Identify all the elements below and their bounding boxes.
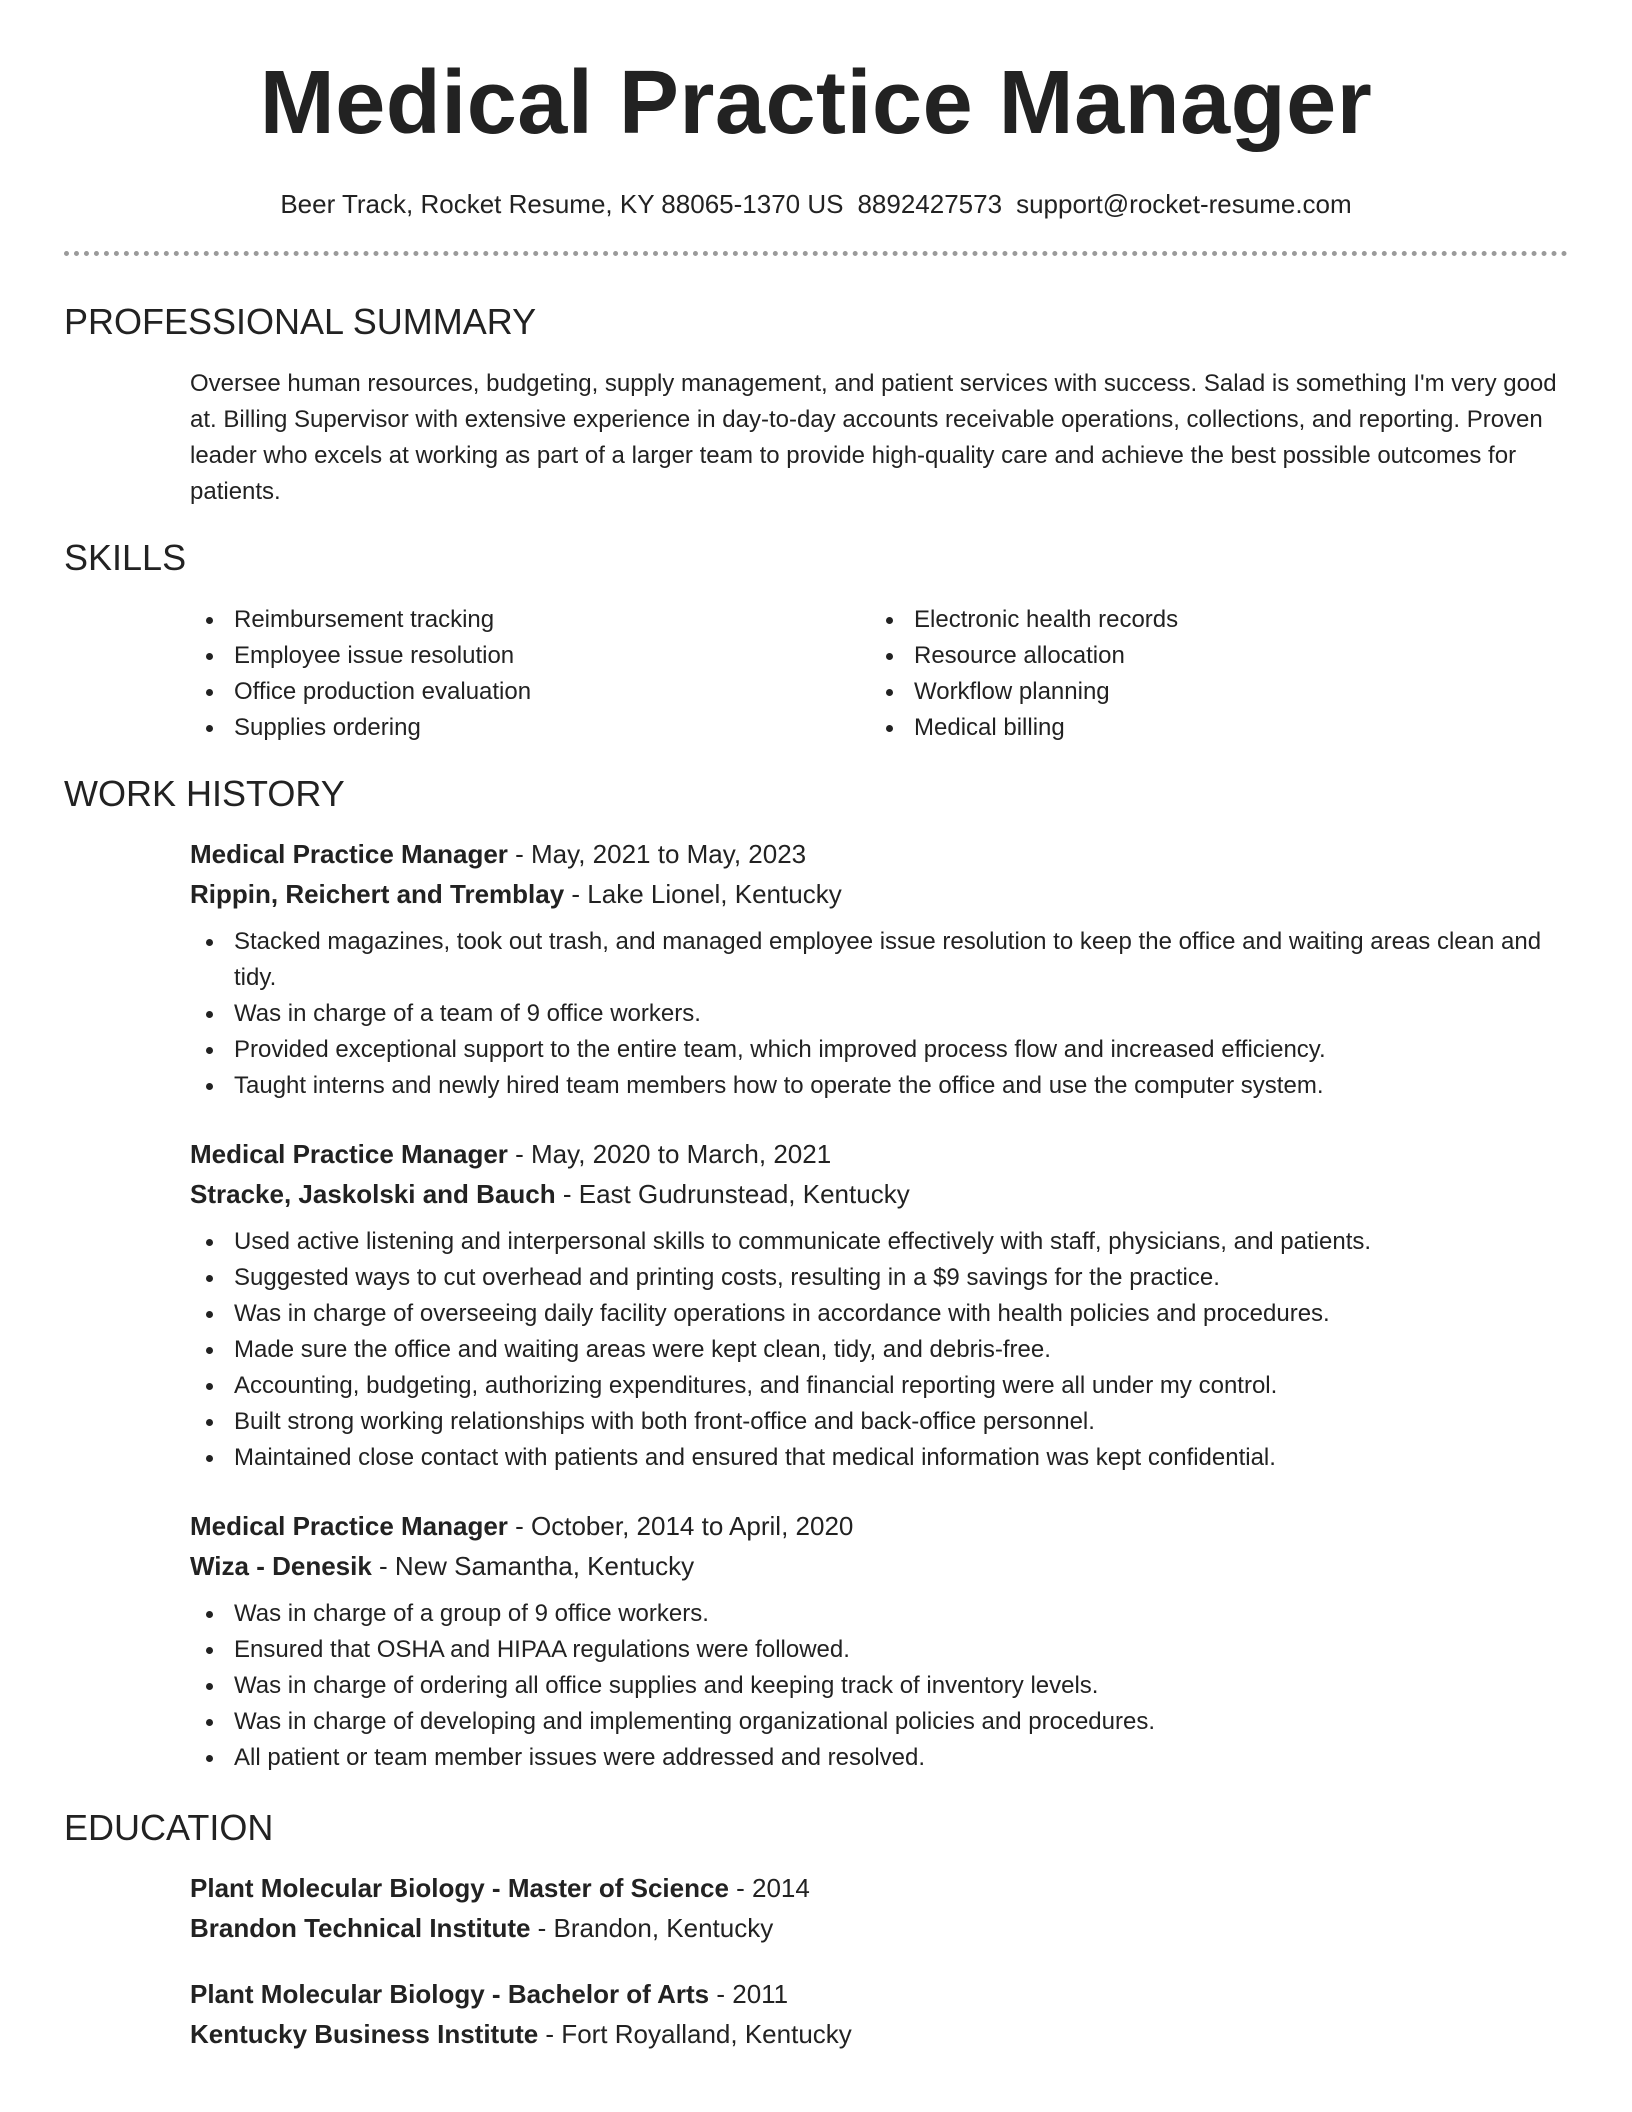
job-dates: - May, 2021 to May, 2023 bbox=[507, 839, 807, 869]
phone: 8892427573 bbox=[857, 189, 1003, 219]
job-bullet: Used active listening and interpersonal skills to communicate effectively with staff, physicians, and patients. bbox=[190, 1224, 1568, 1260]
job-title-line bbox=[190, 1134, 1568, 1174]
employer-line bbox=[190, 1174, 1568, 1214]
school-location: - Brandon, Kentucky bbox=[530, 1913, 774, 1943]
job-title-line bbox=[190, 834, 1568, 874]
job-bullet: Made sure the office and waiting areas were kept clean, tidy, and debris-free. bbox=[190, 1332, 1568, 1368]
email: support@rocket-resume.com bbox=[1016, 189, 1352, 219]
skill-item: Resource allocation bbox=[870, 638, 1550, 674]
job-bullet: Was in charge of ordering all office supplies and keeping track of inventory levels. bbox=[190, 1668, 1568, 1704]
education-section bbox=[64, 1868, 1568, 2054]
school-line bbox=[190, 2014, 1568, 2054]
job-bullet: Maintained close contact with patients and ensured that medical information was kept confidential. bbox=[190, 1440, 1568, 1476]
job-bullet: Was in charge of overseeing daily facility operations in accordance with health policies and procedures. bbox=[190, 1296, 1568, 1332]
job-role: Medical Practice Manager bbox=[190, 1139, 508, 1169]
employer-name: Wiza - Denesik bbox=[190, 1551, 372, 1581]
job-bullet: Suggested ways to cut overhead and printing costs, resulting in a $9 savings for the practice. bbox=[190, 1260, 1568, 1296]
job-bullet: Was in charge of a team of 9 office workers. bbox=[190, 996, 1568, 1032]
skill-item: Medical billing bbox=[870, 710, 1550, 746]
job-role: Medical Practice Manager bbox=[190, 1511, 508, 1541]
job-bullet: Was in charge of developing and implementing organizational policies and procedures. bbox=[190, 1704, 1568, 1740]
job-bullets bbox=[190, 1596, 1568, 1776]
job-bullet: Ensured that OSHA and HIPAA regulations were followed. bbox=[190, 1632, 1568, 1668]
employer-line bbox=[190, 1546, 1568, 1586]
job-dates: - October, 2014 to April, 2020 bbox=[507, 1511, 854, 1541]
job-bullet: Stacked magazines, took out trash, and managed employee issue resolution to keep the office and waiting areas clean and tidy. bbox=[190, 924, 1568, 996]
employer-name: Stracke, Jaskolski and Bauch bbox=[190, 1179, 556, 1209]
summary-section bbox=[64, 366, 1568, 510]
skills-list-right bbox=[870, 602, 1550, 746]
job-entry bbox=[190, 1134, 1568, 1476]
graduation-year: - 2014 bbox=[728, 1873, 810, 1903]
job-bullet: All patient or team member issues were addressed and resolved. bbox=[190, 1740, 1568, 1776]
job-bullet: Built strong working relationships with both front-office and back-office personnel. bbox=[190, 1404, 1568, 1440]
job-bullets bbox=[190, 1224, 1568, 1476]
skill-item: Electronic health records bbox=[870, 602, 1550, 638]
degree: Plant Molecular Biology - Master of Science bbox=[190, 1873, 729, 1903]
education-entry bbox=[190, 1974, 1568, 2054]
employer-name: Rippin, Reichert and Tremblay bbox=[190, 879, 565, 909]
skills-section bbox=[64, 602, 1568, 746]
skill-item: Supplies ordering bbox=[190, 710, 870, 746]
degree-line bbox=[190, 1974, 1568, 2014]
employer-location: - East Gudrunstead, Kentucky bbox=[555, 1179, 910, 1209]
job-bullet: Accounting, budgeting, authorizing expenditures, and financial reporting were all under my control. bbox=[190, 1368, 1568, 1404]
address: Beer Track, Rocket Resume, KY 88065-1370 US bbox=[280, 189, 844, 219]
degree-line bbox=[190, 1868, 1568, 1908]
employer-location: - Lake Lionel, Kentucky bbox=[564, 879, 842, 909]
contact-info bbox=[64, 188, 1568, 220]
education-heading: EDUCATION bbox=[64, 1807, 274, 1848]
employer-location: - New Samantha, Kentucky bbox=[371, 1551, 695, 1581]
school-line bbox=[190, 1908, 1568, 1948]
job-bullet: Taught interns and newly hired team members how to operate the office and use the computer system. bbox=[190, 1068, 1568, 1104]
degree: Plant Molecular Biology - Bachelor of Arts bbox=[190, 1979, 710, 2009]
skills-list-left bbox=[190, 602, 870, 746]
school-name: Kentucky Business Institute bbox=[190, 2019, 539, 2049]
job-entry bbox=[190, 834, 1568, 1104]
summary-heading: PROFESSIONAL SUMMARY bbox=[64, 301, 537, 342]
candidate-name: Medical Practice Manager bbox=[259, 53, 1373, 153]
job-bullet: Was in charge of a group of 9 office workers. bbox=[190, 1596, 1568, 1632]
job-entry bbox=[190, 1506, 1568, 1776]
school-name: Brandon Technical Institute bbox=[190, 1913, 531, 1943]
work-history-section bbox=[64, 834, 1568, 1776]
job-role: Medical Practice Manager bbox=[190, 839, 508, 869]
skill-item: Workflow planning bbox=[870, 674, 1550, 710]
job-bullet: Provided exceptional support to the entire team, which improved process flow and increased efficiency. bbox=[190, 1032, 1568, 1068]
job-dates: - May, 2020 to March, 2021 bbox=[507, 1139, 832, 1169]
job-bullets bbox=[190, 924, 1568, 1104]
school-location: - Fort Royalland, Kentucky bbox=[538, 2019, 852, 2049]
skill-item: Employee issue resolution bbox=[190, 638, 870, 674]
skill-item: Reimbursement tracking bbox=[190, 602, 870, 638]
summary-text: Oversee human resources, budgeting, supply management, and patient services with success. Salad is something I'm very good at. Billing Supervisor with extensive experience in day-to-day accounts receivable operations, collections, and reporting. Proven leader who excels at working as part of a larger team to provide high-quality care and achieve the best possible outcomes for patients. bbox=[190, 370, 1557, 505]
skills-heading: SKILLS bbox=[64, 537, 187, 578]
job-title-line bbox=[190, 1506, 1568, 1546]
skill-item: Office production evaluation bbox=[190, 674, 870, 710]
employer-line bbox=[190, 874, 1568, 914]
work-history-heading: WORK HISTORY bbox=[64, 773, 345, 814]
graduation-year: - 2011 bbox=[709, 1979, 789, 2009]
education-entry bbox=[190, 1868, 1568, 1948]
header-divider bbox=[64, 251, 1568, 256]
